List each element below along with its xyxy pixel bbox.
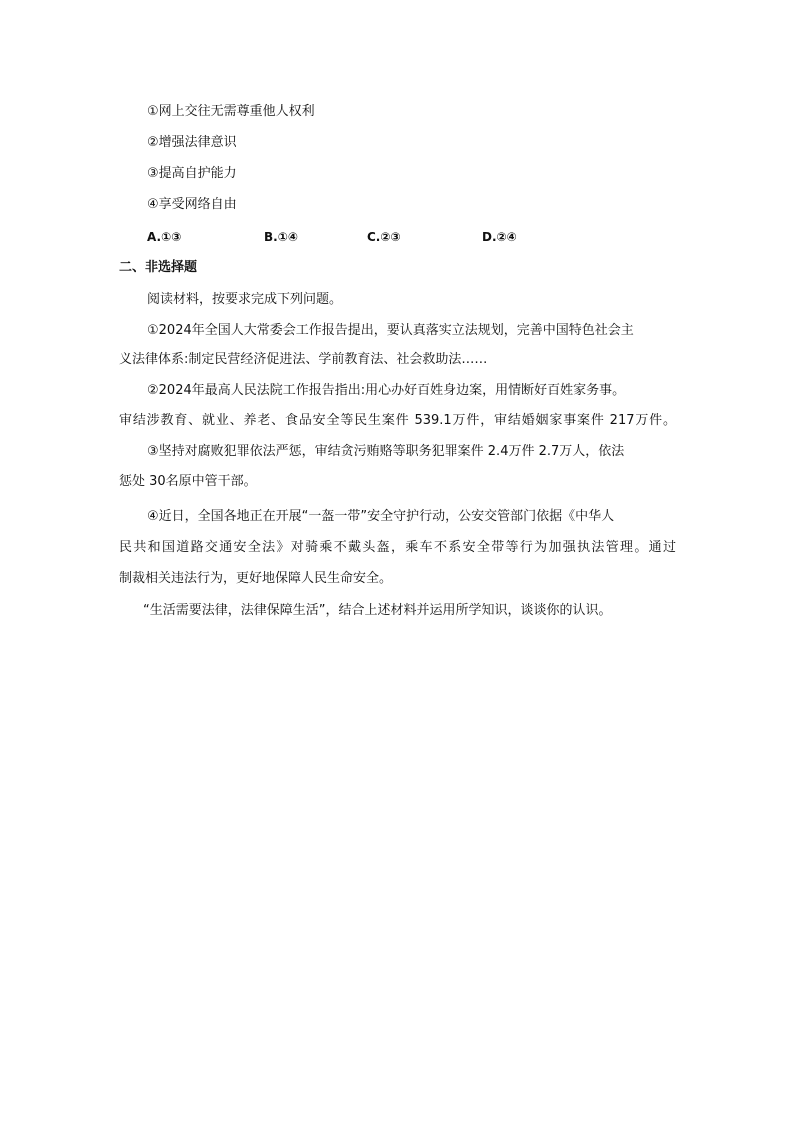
choice-item-3: ③提高自护能力 (147, 166, 237, 181)
material-4-line-1: ④近日，全国各地正在开展“一盔一带”安全守护行动，公安交管部门依据《中华人 (147, 509, 615, 524)
instruction-text: 阅读材料，按要求完成下列问题。 (147, 292, 343, 307)
choice-item-1: ①网上交往无需尊重他人权利 (147, 104, 315, 119)
material-2-line-2: 审结涉教育、就业、养老、食品安全等民生案件 539.1万件，审结婚姻家事案件 217万件。 (119, 413, 676, 428)
section-title: 二、非选择题 (119, 260, 198, 275)
choice-item-4: ④享受网络自由 (147, 197, 237, 212)
material-1-line-1: ①2024年全国人大常委会工作报告提出，要认真落实立法规划，完善中国特色社会主 (147, 323, 634, 338)
answer-options (147, 227, 567, 247)
material-4-line-2: 民共和国道路交通安全法》对骑乘不戴头盔，乘车不系安全带等行为加强执法管理。通过 (119, 540, 676, 555)
option-d: D.②④ (482, 230, 517, 244)
material-3-line-2: 惩处 30名原中管干部。 (119, 474, 257, 489)
material-1-line-2: 义法律体系:制定民营经济促进法、学前教育法、社会救助法…… (119, 352, 488, 367)
option-a: A.①③ (147, 230, 182, 244)
option-c: C.②③ (367, 230, 401, 244)
option-b: B.①④ (264, 230, 299, 244)
choice-item-2: ②增强法律意识 (147, 135, 237, 150)
material-3-line-1: ③坚持对腐败犯罪依法严惩，审结贪污贿赂等职务犯罪案件 2.4万件 2.7万人，依法 (147, 444, 625, 459)
material-2-line-1: ②2024年最高人民法院工作报告指出:用心办好百姓身边案，用情断好百姓家务事。 (147, 383, 626, 398)
material-4-line-3: 制裁相关违法行为，更好地保障人民生命安全。 (119, 571, 393, 586)
question-text: “生活需要法律，法律保障生活”，结合上述材料并运用所学知识，谈谈你的认识。 (143, 603, 612, 618)
